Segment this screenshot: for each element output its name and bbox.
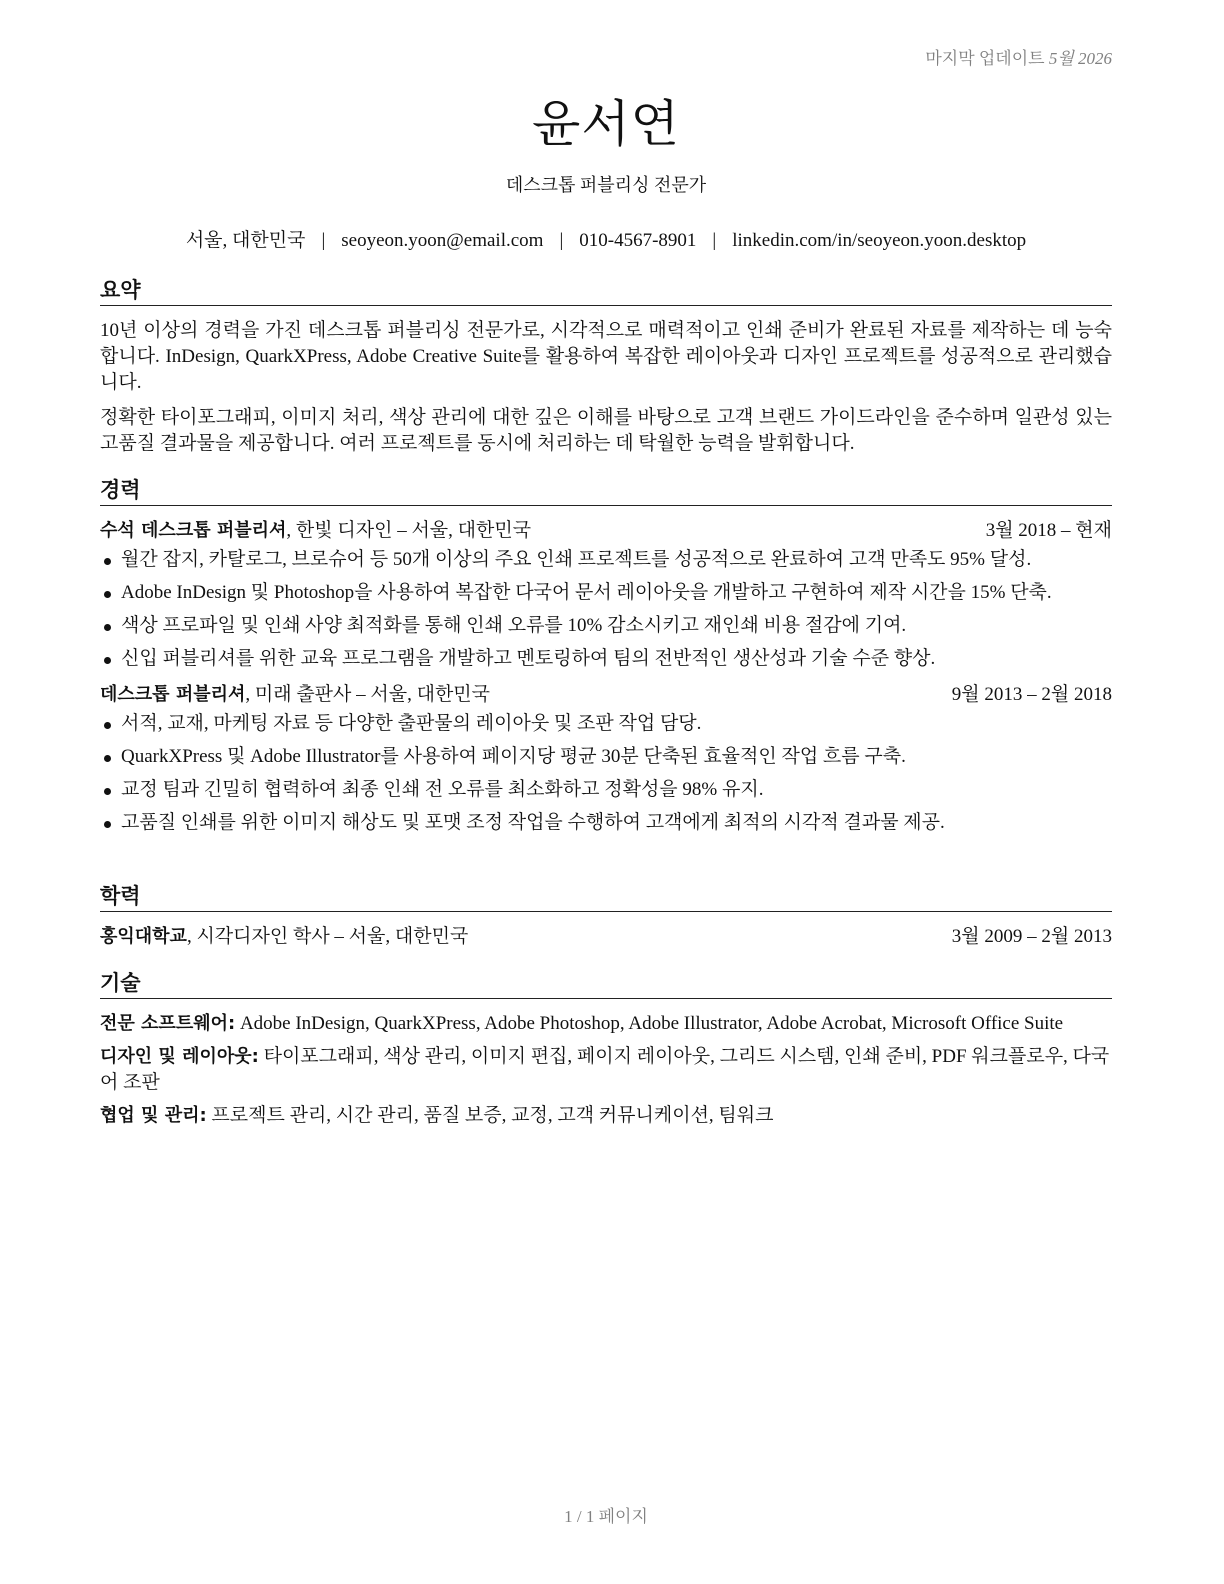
contact-separator: |: [712, 230, 717, 251]
job-bullet: 교정 팀과 긴밀히 협력하여 최종 인쇄 전 오류를 최소화하고 정확성을 98% 유지.: [100, 777, 1112, 803]
job-bullets: [100, 547, 1112, 672]
skill-value: 프로젝트 관리, 시간 관리, 품질 보증, 교정, 고객 커뮤니케이션, 팀워크: [206, 1105, 774, 1126]
job-bullet: 색상 프로파일 및 인쇄 사양 최적화를 통해 인쇄 오류를 10% 감소시키고 재인쇄 비용 절감에 기여.: [100, 613, 1112, 639]
education-line: [100, 924, 468, 950]
job-header: [100, 518, 1112, 544]
page-indicator: 1 / 1 페이지: [564, 1507, 648, 1526]
contact-location: 서울, 대한민국: [185, 230, 306, 251]
skills-section: [100, 970, 1112, 1136]
education-section: [100, 883, 1112, 950]
skill-value: Adobe InDesign, QuarkXPress, Adobe Photoshop, Adobe Illustrator, Adobe Acrobat, Microsoft Office Suite: [235, 1013, 1064, 1034]
skill-item: [100, 1044, 1112, 1096]
education-detail: , 시각디자인 학사 – 서울, 대한민국: [186, 926, 469, 947]
skill-value: 타이포그래피, 색상 관리, 이미지 편집, 페이지 레이아웃, 그리드 시스템, 인쇄 준비, PDF 워크플로우, 다국어 조판: [100, 1046, 1110, 1093]
contact-phone: 010-4567-8901: [579, 230, 697, 251]
summary-section: [100, 277, 1112, 466]
job-entry: [100, 682, 1112, 836]
education-school: 홍익대학교: [100, 926, 187, 947]
job-bullet: Adobe InDesign 및 Photoshop을 사용하여 복잡한 다국어 문서 레이아웃을 개발하고 구현하여 제작 시간을 15% 단축.: [100, 580, 1112, 606]
contact-line: [100, 225, 1112, 252]
skill-label: 협업 및 관리:: [100, 1105, 207, 1126]
candidate-role: 데스크톱 퍼블리싱 전문가: [505, 175, 707, 195]
skill-item: [100, 1103, 1112, 1129]
skill-label: 전문 소프트웨어:: [100, 1013, 236, 1034]
candidate-name: 윤서연: [532, 95, 680, 153]
job-title-line: [100, 682, 490, 708]
job-bullet: 서적, 교재, 마케팅 자료 등 다양한 출판물의 레이아웃 및 조판 작업 담당.: [100, 711, 1112, 737]
job-bullet: QuarkXPress 및 Adobe Illustrator를 사용하여 페이지당 평균 30분 단축된 효율적인 작업 흐름 구축.: [100, 744, 1112, 770]
job-entry: [100, 518, 1112, 672]
contact-separator: |: [559, 230, 564, 251]
last-updated-date: 5월 2026: [1048, 49, 1112, 68]
summary-paragraph: 10년 이상의 경력을 가진 데스크톱 퍼블리싱 전문가로, 시각적으로 매력적이고 인쇄 준비가 완료된 자료를 제작하는 데 능숙합니다. InDesign, QuarkXPress, Adobe Creative Suite를 활용하여 복잡한 레이아웃과 디자인 프로젝트를 성공적으로 관리했습니다.: [100, 320, 1112, 393]
job-position: 수석 데스크톱 퍼블리셔: [100, 520, 287, 541]
summary-paragraph: 정확한 타이포그래피, 이미지 처리, 색상 관리에 대한 깊은 이해를 바탕으로 고객 브랜드 가이드라인을 준수하며 일관성 있는 고품질 결과물을 제공합니다. 여러 프로젝트를 동시에 처리하는 데 탁월한 능력을 발휘합니다.: [100, 407, 1112, 454]
contact-separator: |: [321, 230, 326, 251]
job-org: , 미래 출판사 – 서울, 대한민국: [245, 684, 491, 705]
experience-section: [100, 477, 1112, 843]
section-title-education: 학력: [100, 883, 1112, 912]
skill-item: [100, 1011, 1112, 1037]
job-bullet: 고품질 인쇄를 위한 이미지 해상도 및 포맷 조정 작업을 수행하여 고객에게 최적의 시각적 결과물 제공.: [100, 810, 1112, 836]
skill-label: 디자인 및 레이아웃:: [100, 1046, 259, 1067]
section-title-experience: 경력: [100, 477, 1112, 506]
contact-email[interactable]: seoyeon.yoon@email.com: [341, 230, 544, 251]
section-title-skills: 기술: [100, 970, 1112, 999]
last-updated: [925, 44, 1112, 69]
job-bullet: 월간 잡지, 카탈로그, 브로슈어 등 50개 이상의 주요 인쇄 프로젝트를 성공적으로 완료하여 고객 만족도 95% 달성.: [100, 547, 1112, 573]
job-title-line: [100, 518, 531, 544]
section-title-summary: 요약: [100, 277, 1112, 306]
contact-linkedin[interactable]: linkedin.com/in/seoyeon.yoon.desktop: [732, 230, 1027, 251]
job-header: [100, 682, 1112, 708]
job-dates: 3월 2018 – 현재: [985, 520, 1112, 541]
job-org: , 한빛 디자인 – 서울, 대한민국: [286, 520, 532, 541]
education-entry: [100, 924, 1112, 950]
job-position: 데스크톱 퍼블리셔: [100, 684, 246, 705]
job-bullet: 신입 퍼블리셔를 위한 교육 프로그램을 개발하고 멘토링하여 팀의 전반적인 생산성과 기술 수준 향상.: [100, 646, 1112, 672]
job-bullets: [100, 711, 1112, 836]
job-dates: 9월 2013 – 2월 2018: [951, 684, 1112, 705]
education-dates: 3월 2009 – 2월 2013: [951, 926, 1112, 947]
last-updated-label: 마지막 업데이트: [925, 49, 1045, 68]
resume-page: [100, 0, 1112, 1584]
